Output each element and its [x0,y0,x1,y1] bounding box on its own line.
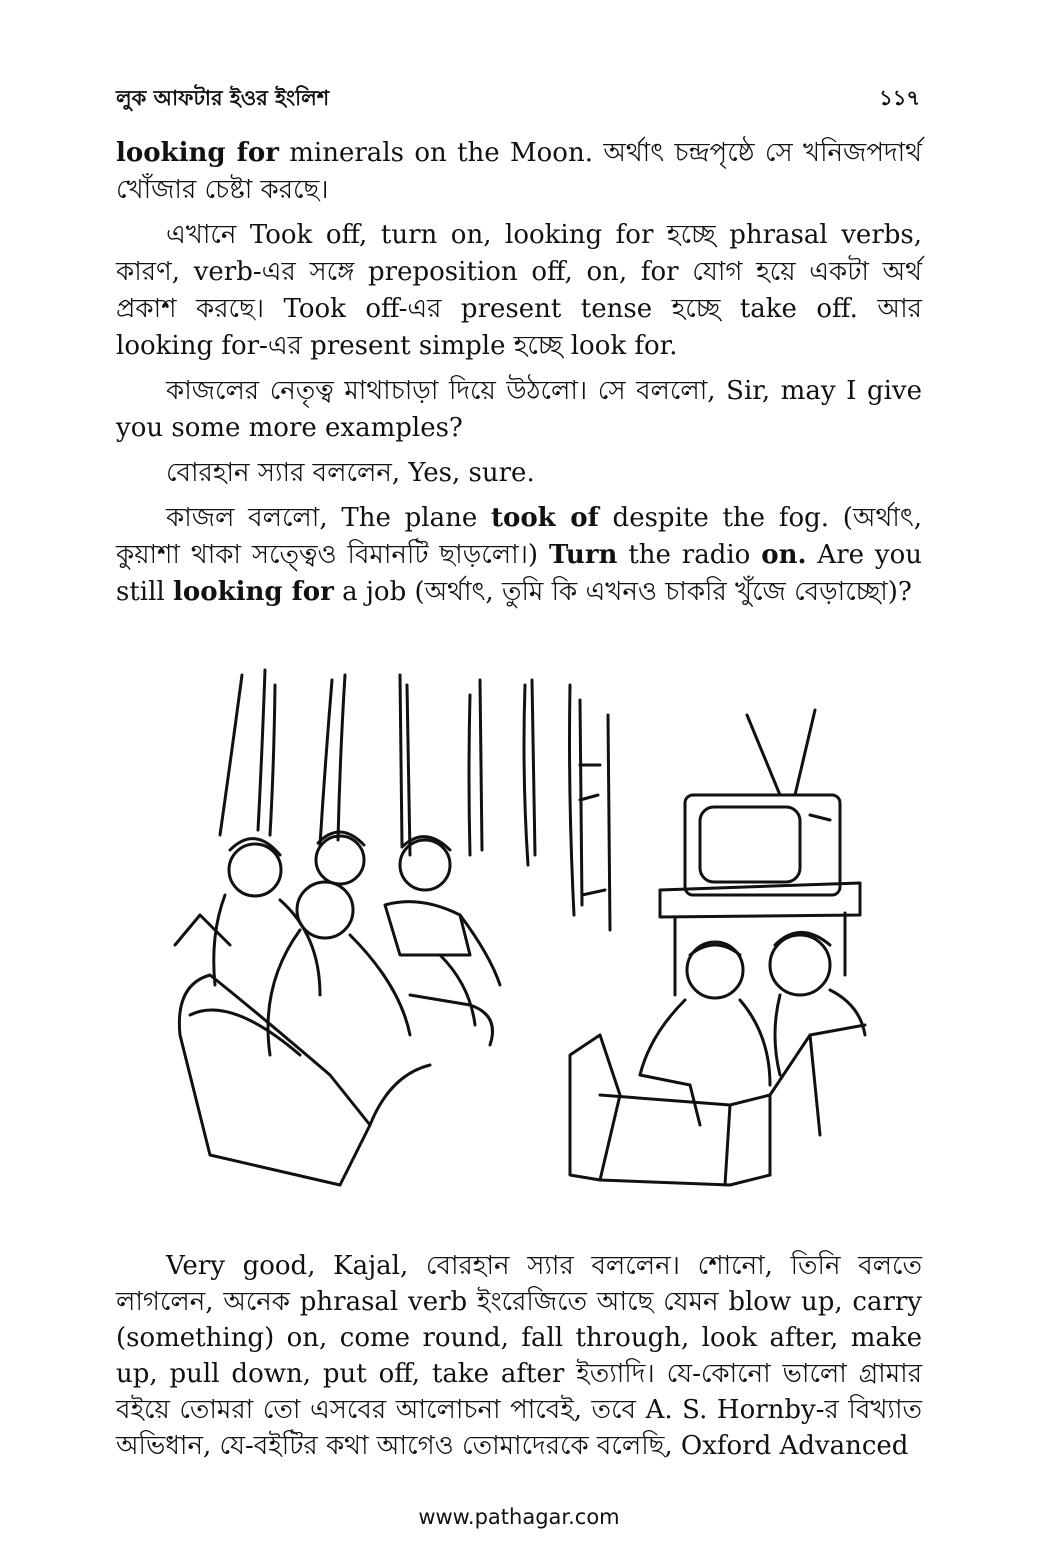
bold-phrase: on. [761,540,807,570]
main-text [116,135,922,619]
paragraph-5 [116,500,922,611]
bold-phrase: looking for [116,138,279,168]
television [660,710,860,995]
sofa-right [570,1025,865,1185]
paragraph-2 [116,217,922,365]
tv-room-illustration [170,655,870,1200]
text-run: Are you still [116,540,922,607]
bold-phrase: took of [490,503,599,533]
text-run: বোরহান স্যার বললেন, Yes, sure. [166,458,535,488]
footer-url: www.pathagar.com [418,1505,620,1529]
paragraph-6 [116,1248,922,1464]
text-run: এখানে Took off, turn on, looking for হচ্ছে phrasal verbs, কারণ, verb-এর সঙ্গে preposition off, on, for যোগ হয়ে একটা অর্থ প্রকাশ করছে। Took off-এর present tense হচ্ছে take off. আর looking for-এর present simple হচ্ছে look for. [116,220,922,361]
text-run: Very good, Kajal, বোরহান স্যার বললেন। শোনো, তিনি বলতে লাগলেন, অনেক phrasal verb ইংরেজিতে আছে যেমন blow up, carry (something) on, come round, fall through, look after, make up, pull down, put off, take after ইত্যাদি। যে-কোনো ভালো গ্রামার বইয়ে তোমরা তো এসবের আলোচনা পাবেই, তবে A. S. Hornby-র বিখ্যাত অভিধান, যে-বইটির কথা আগেও তোমাদেরকে বলেছি, Oxford Advanced [116,1251,922,1461]
text-run: কাজলের নেতৃত্ব মাথাচাড়া দিয়ে উঠলো। সে বললো, Sir, may I give you some more examples? [116,376,922,443]
text-run: despite the fog. (অর্থাৎ, কুয়াশা থাকা সত্ত্বেও বিমানটি ছাড়লো।) [116,503,922,570]
page-number: ১১৭ [879,86,920,110]
people-group-left [214,832,500,1055]
bold-phrase: looking for [173,577,334,607]
text-run: the radio [617,540,762,570]
running-header [116,82,920,117]
continued-text [116,1248,922,1464]
book-title: লুক আফটার ইওর ইংলিশ [116,86,330,110]
paragraph-4 [116,455,922,492]
bold-phrase: Turn [548,540,618,570]
paragraph-1 [116,135,922,209]
curtain-lines [220,670,610,930]
text-run: a job (অর্থাৎ, তুমি কি এখনও চাকরি খুঁজে বেড়াচ্ছো)? [333,577,912,607]
paragraph-3 [116,373,922,447]
text-run: minerals on the Moon. অর্থাৎ চন্দ্রপৃষ্ঠে সে খনিজপদার্থ খোঁজার চেষ্টা করছে। [116,138,922,205]
text-run: কাজল বললো, The plane [166,503,491,533]
